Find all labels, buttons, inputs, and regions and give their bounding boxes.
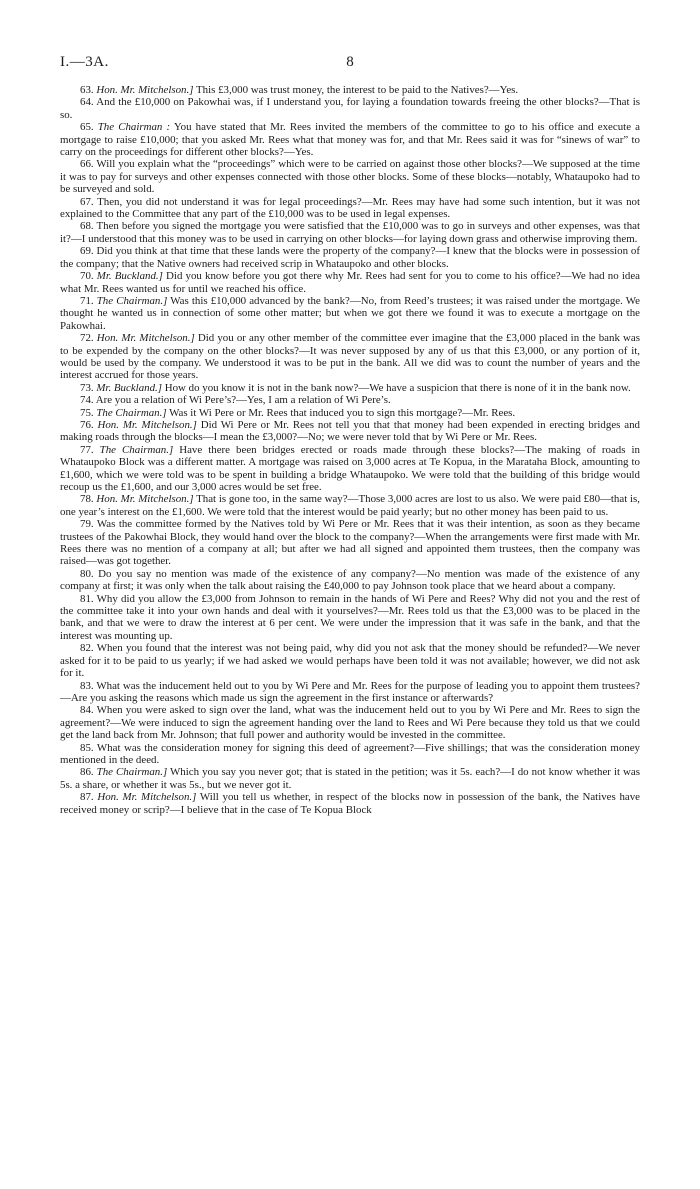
paragraph-text: Was it Wi Pere or Mr. Rees that induced you to sign this mortgage?—Mr. Rees.	[169, 406, 516, 419]
speaker: The Chairman.]	[99, 443, 174, 456]
paragraph-text: You have stated that Mr. Rees invited the members of the committee to go to his office and execute a mortgage to raise £10,000; that you asked Mr. Rees what that money was for, and that Mr. Rees said it was for “sinews of war” to carry on the proceedings for different other blocks?—Yes.	[60, 121, 640, 159]
question-number: 83.	[80, 679, 94, 692]
paragraph-67	[60, 196, 640, 221]
paragraph-66	[60, 158, 640, 195]
speaker: The Chairman.]	[96, 294, 168, 307]
paragraph-text: What was the consideration money for signing this deed of agreement?—Five shillings; that was the consideration money mentioned in the deed.	[60, 741, 640, 766]
question-number: 73.	[80, 381, 94, 394]
question-number: 79.	[80, 518, 94, 531]
question-number: 67.	[80, 195, 94, 208]
question-number: 74.	[80, 394, 94, 407]
question-number: 77.	[80, 443, 94, 456]
question-number: 84.	[80, 704, 94, 717]
question-number: 85.	[80, 741, 94, 754]
paragraph-text: Why did you allow the £3,000 from Johnson to remain in the hands of Wi Pere and Rees? Why did not you and the rest of the committee take it into your own hands and deal with it yourselves?—Mr. Rees told us that the £3,000 was to be placed in the bank, and that we were to draw the interest at 6 per cent. We were under the impression that it was safe in the bank, and that the interest was mounting up.	[60, 592, 641, 642]
paragraph-text: Was the committee formed by the Natives told by Wi Pere or Mr. Rees that it was their intention, as soon as they became trustees of the Pakowhai Block, they would hand over the block to the company?—When the arrangements were first made with Mr. Rees there was no mention of a company at all; but after we had all signed and appointed them trustees, then the company was raised—was got together.	[60, 518, 640, 568]
question-number: 70.	[80, 270, 94, 283]
paragraph-text: And the £10,000 on Pakowhai was, if I understand you, for laying a foundation towards freeing the other blocks?—That is so.	[60, 96, 641, 121]
question-number: 76.	[80, 418, 94, 431]
paragraph-65	[60, 121, 640, 158]
paragraph-text: Was this £10,000 advanced by the bank?—No, from Reed’s trustees; it was raised under the mortgage. We thought he wanted us in connection of some other matter; but when we got there we found it was to execute a mortgage on the Pakowhai.	[60, 294, 641, 332]
paragraph-85	[60, 742, 640, 767]
question-number: 63.	[80, 84, 94, 96]
paragraph-78	[60, 493, 640, 518]
paragraph-81	[60, 593, 640, 643]
paragraph-87	[60, 791, 640, 816]
paragraph-text: Did Wi Pere or Mr. Rees not tell you that that money had been expended in erecting bridges and making roads through the blocks—I mean the £3,000?—No; we were never told that by Wi Pere or Mr. Rees.	[60, 418, 640, 444]
speaker: Hon. Mr. Mitchelson.]	[96, 332, 195, 345]
paragraph-73	[60, 382, 640, 394]
paragraph-text: Are you a relation of Wi Pere’s?—Yes, I am a relation of Wi Pere’s.	[95, 394, 391, 407]
paragraph-text: Did you think at that time that these lands were the property of the company?—I knew that the blocks were in possession of the company; that the Native owners had received scrip in Whataupoko and other blocks.	[60, 245, 640, 270]
paragraph-text: Will you tell us whether, in respect of the blocks now in possession of the bank, the Natives have received money or scrip?—I believe that in the case of Te Kopua Block	[60, 791, 641, 816]
question-number: 75.	[80, 406, 94, 419]
paragraph-text: Will you explain what the “proceedings” which were to be carried on against those other blocks?—We supposed at the time it was to pay for surveys and other expenses connected with those other blocks. Some of these blocks—notably, Whataupoko had to be surveyed and sold.	[60, 158, 640, 196]
paragraph-74	[60, 394, 640, 406]
question-number: 72.	[80, 332, 94, 345]
paragraph-69	[60, 245, 640, 270]
paragraph-text: Then, you did not understand it was for legal proceedings?—Mr. Rees may have had some such intention, but it was not explained to the Committee that any part of the £10,000 was to be used in legal expenses.	[60, 195, 640, 221]
page-reference: I.—3A.	[60, 54, 109, 70]
question-number: 78.	[80, 493, 94, 506]
paragraph-text: Do you say no mention was made of the existence of any company?—No mention was made of the existence of any company at first; it was only when the talk about raising the £40,000 to pay Johnson took place that we heard about a company.	[60, 567, 641, 593]
speaker: The Chairman.]	[96, 766, 168, 779]
paragraph-text: How do you know it is not in the bank now?—We have a suspicion that there is none of it in the bank now.	[164, 381, 631, 394]
question-number: 87.	[80, 791, 94, 804]
evidence-text	[60, 84, 640, 816]
paragraph-63	[60, 84, 640, 96]
question-number: 68.	[80, 220, 94, 233]
question-number: 65.	[80, 121, 94, 134]
paragraph-text: When you were asked to sign over the land, what was the inducement held out to you by Wi Pere and Mr. Rees to sign the agreement?—We were induced to sign the agreement handing over the land to Rees and Wi Pere because they told us that we could get the land back from Mr. Johnson; that full power and authority would be invested in the committee.	[60, 704, 640, 742]
page-number: 8	[346, 54, 354, 70]
paragraph-text: That is gone too, in the same way?—Those 3,000 acres are lost to us also. We were paid £80—that is, one year’s interest on the £1,600. We were told that the interest would be paid yearly; but no other money has been paid to us.	[60, 493, 640, 518]
question-number: 86.	[80, 766, 94, 779]
paragraph-text: Have there been bridges erected or roads made through these blocks?—The making of roads in Whataupoko Block was a different matter. A mortgage was raised on 3,000 acres at Te Kopua, in the Marataha Block, amounting to £1,600, which we were told was to be spent in building a bridge Whataupoko. We were told that the building of this bridge would recoup us the £1,600, and our 3,000 acres would be set free.	[60, 443, 640, 493]
paragraph-text: When you found that the interest was not being paid, why did you not ask that the money should be refunded?—We never asked for it to be paid to us yearly; if we had asked we would perhaps have been told it was not available; however, we did not ask for it.	[60, 642, 641, 680]
paragraph-80	[60, 568, 640, 593]
paragraph-82	[60, 642, 640, 679]
question-number: 69.	[80, 245, 94, 258]
paragraph-text: What was the inducement held out to you by Wi Pere and Mr. Rees for the purpose of leading you to appoint them trustees?—Are you asking the reasons which made us sign the agreement in the first instance or afterwards?	[60, 679, 640, 704]
speaker: Mr. Buckland.]	[96, 270, 163, 283]
paragraph-text: Did you know before you got there why Mr. Rees had sent for you to come to his office?—We had no idea what Mr. Rees wanted us for until we reached his office.	[60, 270, 640, 295]
paragraph-75	[60, 407, 640, 419]
paragraph-text: Which you say you never got; that is stated in the petition; was it 5s. each?—I do not know whether it was 5s. a share, or whether it was 5s., but we never got it.	[60, 766, 640, 791]
question-number: 80.	[80, 567, 94, 580]
speaker: Hon. Mr. Mitchelson.]	[97, 418, 197, 431]
paragraph-70	[60, 270, 640, 295]
speaker: Hon. Mr. Mitchelson.]	[96, 493, 194, 506]
paragraph-86	[60, 766, 640, 791]
question-number: 82.	[80, 642, 94, 655]
speaker: The Chairman :	[97, 121, 171, 134]
paragraph-68	[60, 220, 640, 245]
question-number: 71.	[80, 294, 94, 307]
paragraph-text: Did you or any other member of the committee ever imagine that the £3,000 placed in the bank was to be expended by the company on the other blocks?—It was never supposed by any of us that this £3,000, or any portion of it, would be used by the company. We understood it was to be put in the bank. All we did was to count the number of years and the interest accrued for those years.	[60, 332, 640, 382]
page-header	[60, 54, 640, 74]
paragraph-64	[60, 96, 640, 121]
paragraph-text: This £3,000 was trust money, the interest to be paid to the Natives?—Yes.	[196, 84, 519, 96]
paragraph-76	[60, 419, 640, 444]
speaker: The Chairman.]	[96, 406, 167, 419]
paragraph-72	[60, 332, 640, 382]
paragraph-83	[60, 680, 640, 705]
question-number: 66.	[80, 158, 94, 171]
paragraph-84	[60, 704, 640, 741]
speaker: Hon. Mr. Mitchelson.]	[97, 791, 197, 804]
speaker: Mr. Buckland.]	[96, 381, 162, 394]
speaker: Hon. Mr. Mitchelson.]	[96, 84, 194, 96]
question-number: 81.	[80, 592, 94, 605]
paragraph-77	[60, 444, 640, 494]
paragraph-71	[60, 295, 640, 332]
paragraph-79	[60, 518, 640, 568]
question-number: 64.	[80, 96, 94, 109]
paragraph-text: Then before you signed the mortgage you were satisfied that the £10,000 was to go in surveys and other expenses, was that it?—I understood that this money was to be used in carrying on other blocks—for laying down grass and otherwise improving them.	[60, 220, 640, 245]
